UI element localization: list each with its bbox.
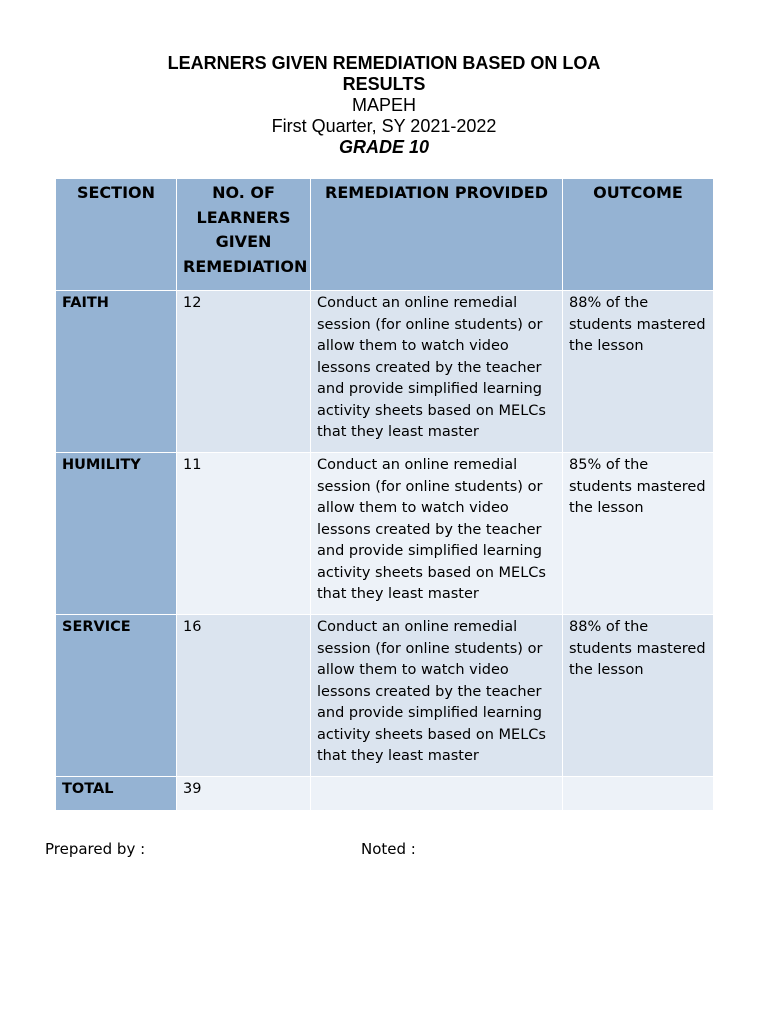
learners-cell: 16 — [177, 615, 311, 777]
total-label: TOTAL — [56, 777, 177, 811]
remediation-cell — [311, 615, 563, 777]
remediation-line: Conduct an online remedial — [317, 295, 518, 311]
header-learners-line: REMEDIATION — [183, 256, 308, 276]
noted-label: Noted : — [361, 840, 416, 858]
header-section: SECTION — [56, 179, 177, 291]
remediation-line: Conduct an online remedial — [317, 457, 518, 473]
empty-cell — [563, 777, 714, 811]
remediation-cell — [311, 291, 563, 453]
outcome-line: students mastered — [569, 316, 706, 333]
remediation-line: that they least master — [317, 748, 479, 764]
remediation-line: lessons created by the teacher — [317, 683, 542, 700]
header-learners-line: NO. OF — [212, 183, 275, 202]
remediation-line: lessons created by the teacher — [317, 359, 542, 376]
header-remediation: REMEDIATION PROVIDED — [311, 179, 563, 291]
outcome-line: 88% of the — [569, 619, 649, 635]
outcome-line: students mastered — [569, 478, 706, 495]
prepared-by-label: Prepared by : — [45, 840, 146, 858]
grade-title: GRADE 10 — [338, 137, 430, 157]
title-line-2: RESULTS — [342, 74, 426, 94]
header-outcome: OUTCOME — [563, 179, 714, 291]
outcome-line: the lesson — [569, 338, 644, 354]
remediation-line: allow them to watch video — [317, 662, 509, 678]
table-row — [56, 453, 714, 615]
remediation-line: session (for online students) or — [317, 640, 543, 657]
table-row — [56, 291, 714, 453]
outcome-line: the lesson — [569, 662, 644, 678]
remediation-line: lessons created by the teacher — [317, 521, 542, 538]
remediation-line: and provide simplified learning — [317, 705, 542, 721]
table-header-row — [56, 179, 714, 291]
learners-cell: 12 — [177, 291, 311, 453]
total-row — [56, 777, 714, 811]
outcome-line: 88% of the — [569, 295, 649, 311]
learners-cell: 11 — [177, 453, 311, 615]
remediation-line: allow them to watch video — [317, 500, 509, 516]
outcome-line: the lesson — [569, 500, 644, 516]
remediation-line: and provide simplified learning — [317, 543, 542, 559]
remediation-line: that they least master — [317, 424, 479, 440]
outcome-line: students mastered — [569, 640, 706, 657]
remediation-line: session (for online students) or — [317, 316, 543, 333]
total-value: 39 — [177, 777, 311, 811]
header-learners — [177, 179, 311, 291]
header-learners-line: LEARNERS — [196, 207, 291, 227]
remediation-line: activity sheets based on MELCs — [317, 564, 546, 581]
title-line-1: LEARNERS GIVEN REMEDIATION BASED ON LOA — [167, 53, 601, 73]
outcome-line: 85% of the — [569, 457, 649, 473]
section-cell: SERVICE — [56, 615, 177, 777]
section-cell: HUMILITY — [56, 453, 177, 615]
remediation-line: Conduct an online remedial — [317, 619, 518, 635]
remediation-table — [55, 178, 714, 811]
empty-cell — [311, 777, 563, 811]
remediation-line: and provide simplified learning — [317, 381, 542, 397]
document-title-block — [0, 53, 768, 158]
table-row — [56, 615, 714, 777]
header-learners-line: GIVEN — [215, 232, 272, 251]
period-title: First Quarter, SY 2021-2022 — [271, 116, 497, 136]
remediation-line: activity sheets based on MELCs — [317, 726, 546, 743]
remediation-cell — [311, 453, 563, 615]
remediation-line: activity sheets based on MELCs — [317, 402, 546, 419]
outcome-cell — [563, 291, 714, 453]
outcome-cell — [563, 615, 714, 777]
remediation-line: allow them to watch video — [317, 338, 509, 354]
outcome-cell — [563, 453, 714, 615]
remediation-line: session (for online students) or — [317, 478, 543, 495]
section-cell: FAITH — [56, 291, 177, 453]
remediation-line: that they least master — [317, 586, 479, 602]
subject-title: MAPEH — [351, 95, 416, 115]
